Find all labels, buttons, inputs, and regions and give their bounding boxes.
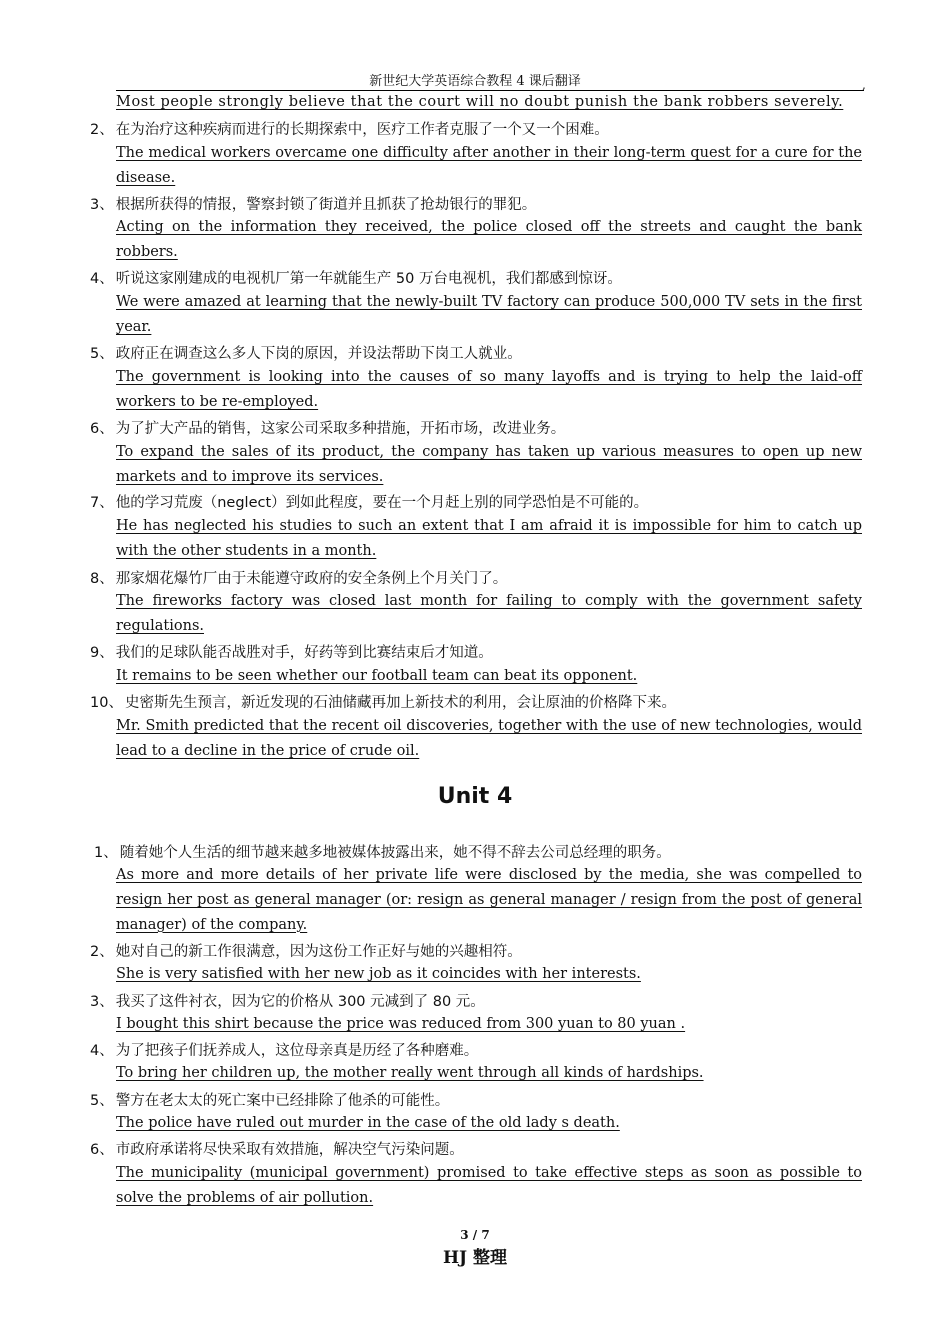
item-a8-question: 8、 那家烟花爆竹厂由于未能遵守政府的安全条例上个月关门了。 [90,571,508,587]
item-a3-question: 3、 根据所获得的情报，警察封锁了街道并且抓获了抢劫银行的罪犯。 [90,197,537,213]
item-a5-answer: The government is looking into the causes of so many layoffs and is trying to help the laid-off workers to be re-employed. [116,369,862,410]
page-number: 3 / 7 [460,1228,490,1242]
carryover-translation: Most people strongly believe that the court will no doubt punish the bank robbers severely. [116,94,844,110]
item-a7-question: 7、 他的学习荒废（neglect）到如此程度，要在一个月赶上别的同学恐怕是不可能的。 [90,495,649,511]
unit-heading: Unit 4 [437,784,513,809]
page-header: 新世纪大学英语综合教程 4 课后翻译 [369,74,581,89]
header-mark: , [862,78,866,92]
item-b3-answer: I bought this shirt because the price was reduced from 300 yuan to 80 yuan . [116,1016,686,1032]
item-a6-answer: To expand the sales of its product, the company has taken up various measures to open up new markets and to improve its services. [116,444,862,485]
item-b3-question: 3、 我买了这件衬衣，因为它的价格从 300 元减到了 80 元。 [90,994,485,1010]
item-a7-answer: He has neglected his studies to such an extent that I am afraid it is impossible for him to catch up with the other students in a month. [116,518,862,559]
item-b4-question: 4、 为了把孩子们抚养成人，这位母亲真是历经了各种磨难。 [90,1043,479,1059]
item-b1-answer: As more and more details of her private life were disclosed by the media, she was compelled to resign her post as general manager (or: resign as general manager / resign from the post of general manager) of the company. [116,867,862,933]
header-rule [116,90,864,91]
item-a5-question: 5、 政府正在调查这么多人下岗的原因，并设法帮助下岗工人就业。 [90,346,522,362]
item-a9-answer: It remains to be seen whether our football team can beat its opponent. [116,668,638,684]
item-b5-answer: The police have ruled out murder in the case of the old lady s death. [116,1115,620,1131]
item-a3-answer: Acting on the information they received, the police closed off the streets and caught the bank robbers. [116,219,862,260]
item-a10-answer: Mr. Smith predicted that the recent oil discoveries, together with the use of new technologies, would lead to a decline in the price of crude oil. [116,718,862,759]
item-b2-answer: She is very satisfied with her new job as it coincides with her interests. [116,966,641,982]
item-b6-question: 6、 市政府承诺将尽快采取有效措施，解决空气污染问题。 [90,1142,464,1158]
item-b6-answer: The municipality (municipal government) promised to take effective steps as soon as possible to solve the problems of air pollution. [116,1165,862,1206]
item-a2-answer: The medical workers overcame one difficulty after another in their long-term quest for a cure for the disease. [116,145,862,186]
item-a4-question: 4、 听说这家刚建成的电视机厂第一年就能生产 50 万台电视机，我们都感到惊讶。 [90,271,622,287]
item-b5-question: 5、 警方在老太太的死亡案中已经排除了他杀的可能性。 [90,1093,450,1109]
item-a2-question: 2、 在为治疗这种疾病而进行的长期探索中，医疗工作者克服了一个又一个困难。 [90,122,609,138]
item-a6-question: 6、 为了扩大产品的销售，这家公司采取多种措施，开拓市场，改进业务。 [90,421,566,437]
item-b1-question: 1、 随着她个人生活的细节越来越多地被媒体披露出来，她不得不辞去公司总经理的职务。 [94,845,671,861]
item-b4-answer: To bring her children up, the mother really went through all kinds of hardships. [116,1065,704,1081]
item-b2-question: 2、 她对自己的新工作很满意，因为这份工作正好与她的兴趣相符。 [90,944,522,960]
item-a4-answer: We were amazed at learning that the newly-built TV factory can produce 500,000 TV sets in the first year. [116,294,862,335]
item-a9-question: 9、 我们的足球队能否战胜对手，好药等到比赛结束后才知道。 [90,645,493,661]
compiler-signature: HJ 整理 [442,1248,508,1268]
item-a8-answer: The fireworks factory was closed last month for failing to comply with the government safety regulations. [116,593,862,634]
item-a10-question: 10、 史密斯先生预言，新近发现的石油储藏再加上新技术的利用，会让原油的价格降下来。 [90,695,676,711]
